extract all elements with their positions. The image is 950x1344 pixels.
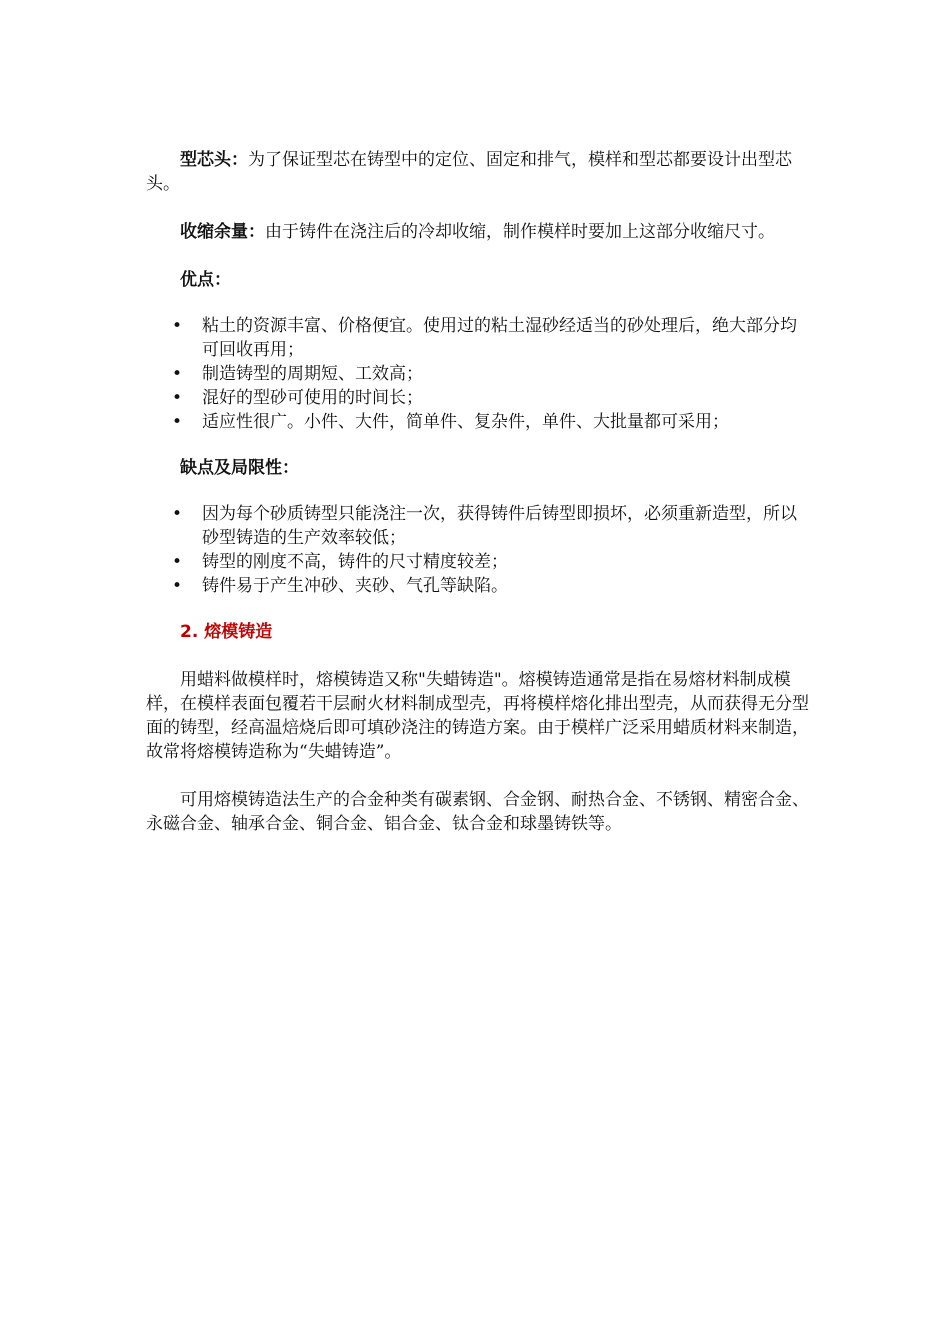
list-item: • 铸件易于产生冲砂、夹砂、气孔等缺陷。 xyxy=(172,576,508,596)
bullet-icon: • xyxy=(172,412,183,432)
paragraph-core-print xyxy=(146,148,812,196)
section-2-heading: 2. 熔模铸造 xyxy=(180,622,273,642)
term-core-print: 型芯头： xyxy=(180,150,248,170)
list-item: • 铸型的刚度不高，铸件的尺寸精度较差； xyxy=(172,552,508,572)
document-page xyxy=(146,148,812,836)
advantages-list xyxy=(146,314,812,434)
paragraph-shrinkage xyxy=(146,220,812,244)
list-item: • 混好的型砂可使用的时间长； xyxy=(172,388,423,408)
list-item: • 因为每个砂质铸型只能浇注一次，获得铸件后铸型即损坏，必须重新造型，所以砂型铸造的生产效率较低； xyxy=(172,504,797,548)
shrinkage-text: 由于铸件在浇注后的冷却收缩，制作模样时要加上这部分收缩尺寸。 xyxy=(265,222,775,242)
advantages-heading: 优点： xyxy=(180,270,231,290)
paragraph-alloys: 可用熔模铸造法生产的合金种类有碳素钢、合金钢、耐热合金、不锈钢、精密合金、永磁合金、轴承合金、铜合金、铝合金、钛合金和球墨铸铁等。 xyxy=(146,790,809,834)
bullet-icon: • xyxy=(172,316,183,336)
bullet-icon: • xyxy=(172,552,183,572)
core-print-text: 为了保证型芯在铸型中的定位、固定和排气，模样和型芯都要设计出型芯头。 xyxy=(146,150,792,194)
bullet-icon: • xyxy=(172,364,183,384)
list-item: • 粘土的资源丰富、价格便宜。使用过的粘土湿砂经适当的砂处理后，绝大部分均可回收再用； xyxy=(172,316,797,360)
list-item: • 适应性很广。小件、大件，简单件、复杂件，单件、大批量都可采用； xyxy=(172,412,729,432)
term-shrinkage: 收缩余量： xyxy=(180,222,265,242)
disadvantages-list xyxy=(146,502,812,598)
disadvantages-heading: 缺点及局限性： xyxy=(180,458,299,478)
bullet-icon: • xyxy=(172,504,183,524)
list-item: • 制造铸型的周期短、工效高； xyxy=(172,364,423,384)
paragraph-investment-casting: 用蜡料做模样时，熔模铸造又称"失蜡铸造"。熔模铸造通常是指在易熔材料制成模样，在模样表面包覆若干层耐火材料制成型壳，再将模样熔化排出型壳，从而获得无分型面的铸型，经高温焙烧后即可填砂浇注的铸造方案。由于模样广泛采用蜡质材料来制造，故常将熔模铸造称为“失蜡铸造”。 xyxy=(146,670,809,762)
bullet-icon: • xyxy=(172,388,183,408)
bullet-icon: • xyxy=(172,576,183,596)
